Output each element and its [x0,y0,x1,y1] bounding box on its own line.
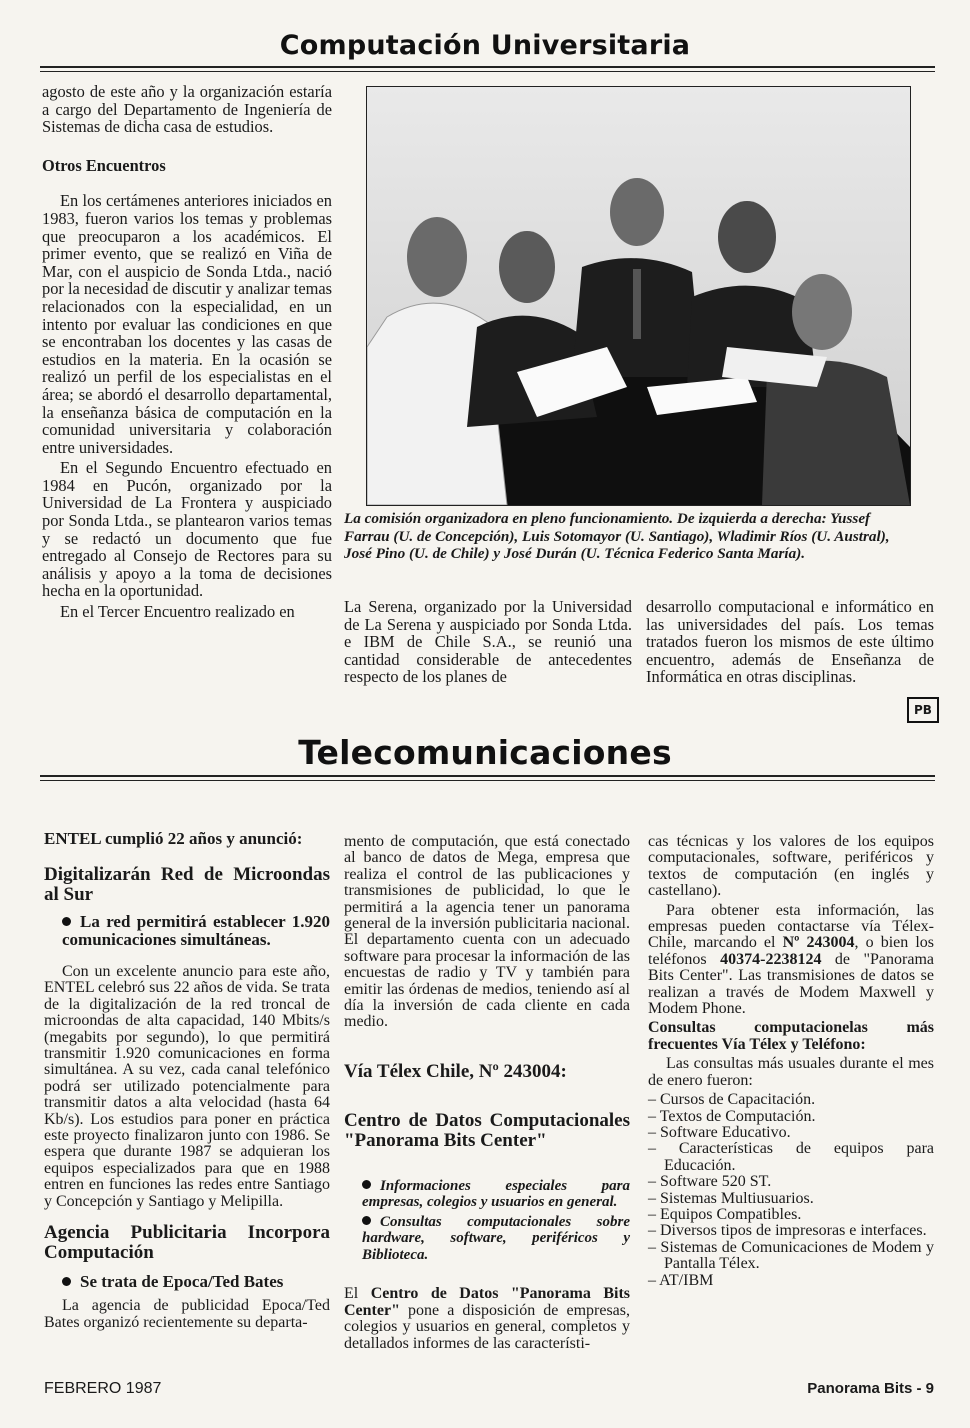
header-rule-bottom [40,71,935,72]
list-item: – Textos de Computación. [648,1107,816,1125]
section1-column-3 [646,598,934,689]
bullet-informaciones: Informaciones especiales para empresas, colegios y usuarios en general. [362,1177,630,1211]
paragraph: La agencia de publicidad Epoca/Ted Bates organizó recientemente su departa- [44,1297,330,1331]
pb-end-badge: PB [907,697,939,723]
section-title-telecomunicaciones: Telecomunicaciones [298,733,672,772]
paragraph: El Centro de Datos "Panorama Bits Center" pone a disposición de empresas, colegios y usuarios en general, completos y detallados informes de las característi- [344,1285,630,1352]
headline-panorama-bits-center: Centro de Datos Computacionales "Panorama Bits Center" [344,1109,630,1151]
list-item: – Diversos tipos de impresoras e interfaces. [648,1222,927,1240]
list-item: – Características de equipos para Educación. [648,1140,934,1174]
footer-date: FEBRERO 1987 [44,1380,162,1397]
kicker: ENTEL cumplió 22 años y anunció: [44,829,303,848]
paragraph: La Serena, organizado por la Universidad de La Serena y auspiciado por Sonda Ltda. e IBM de Chile S.A., se reunió una cantidad considerable de antecedentes respecto de los planes de [344,597,632,687]
list-item: – Sistemas Multiusuarios. [648,1189,814,1207]
bullet-epoca: Se trata de Epoca/Ted Bates [44,1273,330,1291]
bullet-dot-icon [362,1180,371,1189]
bullet-1920: La red permitirá establecer 1.920 comunicaciones simultáneas. [62,912,330,949]
paragraph: En el Segundo Encuentro efectuado en 1984 en Pucón, organizado por la Universidad de La Frontera y auspiciado por Sonda Ltda., se plantearon varios temas y se redactó un documento que fue entregado al Consejo de Rectores para su análisis y apoyo a la toma de decisiones hecha en la oportunidad. [42,458,332,601]
bullet-consultas: Consultas computacionales sobre hardware, software, periféricos y Biblioteca. [362,1213,630,1263]
list-item: – Cursos de Capacitación. [648,1091,816,1109]
paragraph: desarrollo computacional e informático en las universidades del país. Los temas tratados fueron los mismos de este último encuentro, además de Enseñanza de Informática en otras disciplinas. [646,597,934,687]
list-item: – AT/IBM [648,1271,714,1289]
paragraph: mento de computación, que está conectado al banco de datos de Mega, empresa que realiza el control de las publicaciones y transmisiones de publicidad, lo que le permitirá a la agencia tener un panorama general de la inversión publicitaria nacional. El departamento cuenta con un adecuado software para procesar la información de las encuestas de radio y TV y también para emitir las órdenas de medios, teniendo así al día la inversión de cada cliente en cada medio. [344,833,630,1031]
list-item: – Sistemas de Comunicaciones de Modem y Pantalla Télex. [648,1238,934,1273]
list-item: – Software 520 ST. [648,1173,772,1191]
headline-agencia: Agencia Publicitaria Incorpora Computación [44,1222,330,1264]
section2-column-2 [344,834,630,1355]
list-item: – Software Educativo. [648,1123,791,1141]
header-rule-bottom [40,780,935,781]
footer-page-number: Panorama Bits - 9 [807,1380,934,1397]
paragraph: Con un excelente anuncio para este año, ENTEL celebró sus 22 años de vida. Se trata de la digitalización de la red troncal de microondas de alta capacidad, 140 Mbits/s (megabits por segundo), lo que permitirá transmitir 1.920 comunicaciones en forma simultánea. A su vez, cada canal telefónico podrá ser utilizado potencialmente para transmitir datos a alta velocidad (hasta 64 Kb/s). Los estudios para poner en práctica este proyecto finalizaron junto con 1986. Se espera que durante 1987 se adquieran los equipos especializados para que en 1988 entren en funciones las redes entre Santiago y Concepción y Santiago y Melipilla. [44,963,330,1210]
bullet-dot-icon [362,1216,371,1225]
meeting-photo-image [367,87,910,505]
intro-paragraph: agosto de este año y la organización estaría a cargo del Departamento de Ingeniería de Sistemas de dicha casa de estudios. [42,82,332,137]
section-title-computacion: Computación Universitaria [279,30,691,61]
header-rule-top [40,775,935,777]
list-item: – Equipos Compatibles. [648,1205,802,1223]
header-rule-top [40,66,935,68]
subhead-otros-encuentros: Otros Encuentros [42,155,166,175]
photo-caption: La comisión organizadora en pleno funcionamiento. De izquierda a derecha: Yussef Farrau (U. de Concepción), Luis Sotomayor (U. Santiago), Wladimir Ríos (U. Austral), José Pino (U. de Chile) y José Durán (U. Técnica Federico Santa María). [344,510,890,562]
headline-microondas: Digitalizarán Red de Microondas al Sur [44,864,330,905]
headline-telex: Vía Télex Chile, Nº 243004: [344,1060,567,1082]
bullet-dot-icon [62,917,71,926]
section2-column-1 [44,830,330,1334]
paragraph: En el Tercer Encuentro realizado en [60,602,295,622]
paragraph: Las consultas más usuales durante el mes de enero fueron: [648,1055,934,1089]
section1-column-2 [344,598,632,689]
paragraph: En los certámenes anteriores iniciados en 1983, fueron varios los temas y problemas que preocuparon a los académicos. El primer evento, que se realizó en Viña de Mar, con el auspicio de Sonda Ltda., nació por la necesidad de discutir y analizar temas relacionados con la especialidad, en un intento por evaluar las condiciones en que se encontraban los docentes y las casas de estudios en la materia. En la ocasión se realizó un perfil de los especialistas en el área; se abordó el desarrollo departamental, la enseñanza básica de computación en la comunidad universitaria y colaboración entre universidades. [42,191,332,457]
section1-column-1 [42,83,332,624]
subhead-consultas: Consultas computacionelas más frecuentes Vía Télex y Teléfono: [648,1019,934,1053]
paragraph: cas técnicas y los valores de los equipos computacionales, software, periféricos y textos de computación (en inglés y castellano). [648,833,934,900]
consultas-list [648,1092,934,1289]
bullet-dot-icon [62,1277,71,1286]
meeting-photo [366,86,911,506]
paragraph: Para obtener esta información, las empresas pueden contactarse vía Télex-Chile, marcando el Nº 243004, o bien los teléfonos 40374-2238124 de "Panorama Bits Center". Las transmisiones de datos se realizan a través de Modem Maxwell y Modem Phone. [648,901,935,1018]
section2-column-3 [648,834,934,1289]
